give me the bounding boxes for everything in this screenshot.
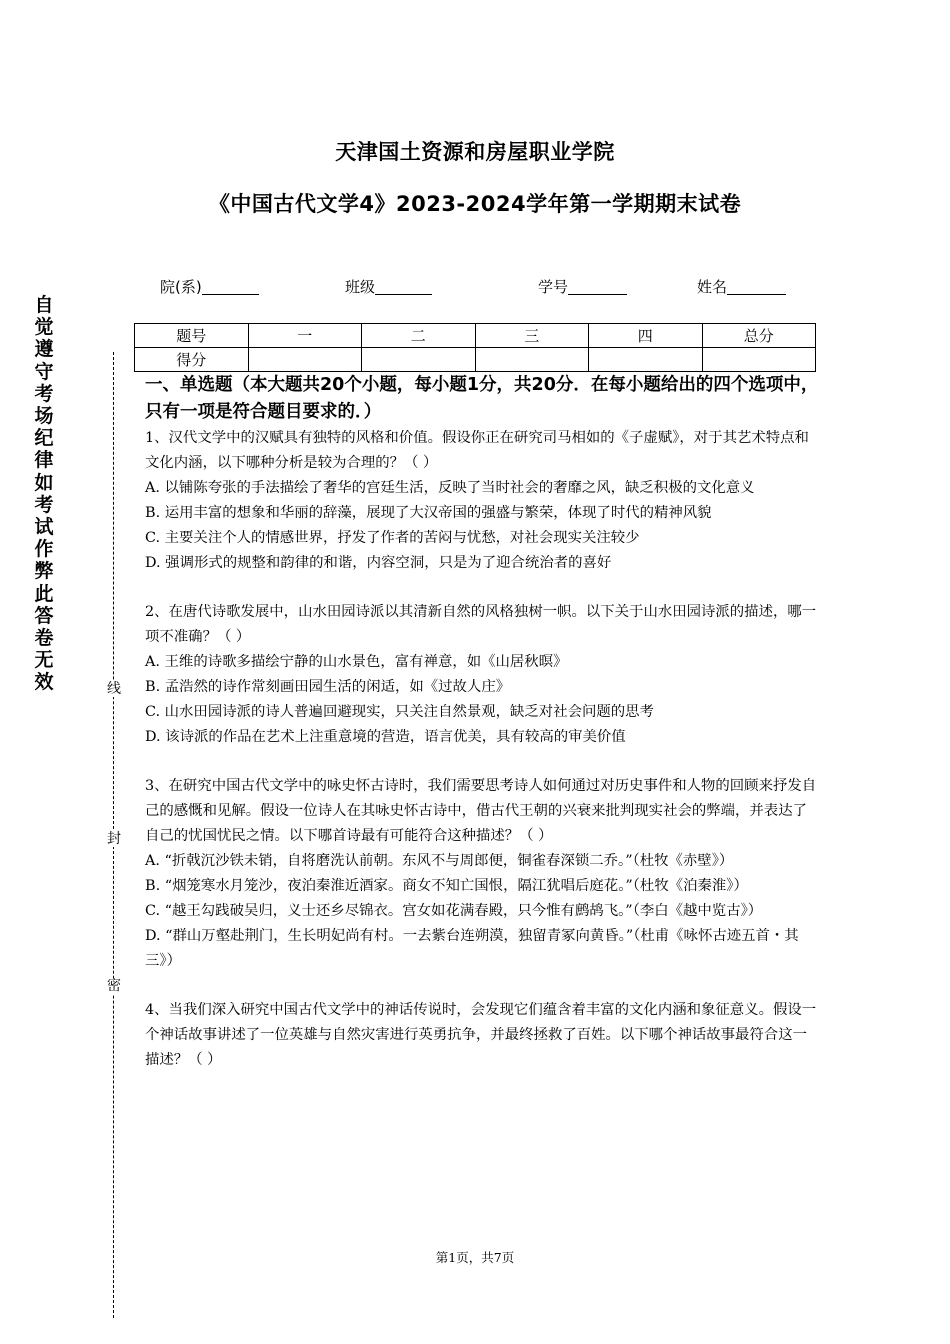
questions [145,426,821,1073]
option-d[interactable]: D. “群山万壑赴荆门，生长明妃尚有村。一去紫台连朔漠，独留青冢向黄昏。”（杜甫《咏怀古迹五首・其三》） [145,928,799,969]
department-blank[interactable] [202,278,259,295]
score-cell[interactable] [475,348,589,372]
option-d[interactable]: D. 强调形式的规整和韵律的和谐，内容空洞，只是为了迎合统治者的喜好 [145,555,612,571]
question-stem: 1、汉代文学中的汉赋具有独特的风格和价值。假设你正在研究司马相如的《子虚赋》，对于其艺术特点和文化内涵，以下哪种分析是较为合理的？（ ） [145,430,809,471]
exam-title: 《中国古代文学4》2023-2024学年第一学期期末试卷 [208,192,742,216]
question-stem: 2、在唐代诗歌发展中，山水田园诗派以其清新自然的风格独树一帜。以下关于山水田园诗派的描述，哪一项不准确？（ ） [145,604,817,645]
score-header-cell: 题号 [135,324,249,348]
student-id-blank[interactable] [568,278,627,295]
score-header-cell: 四 [589,324,703,348]
option-a[interactable]: A. 王维的诗歌多描绘宁静的山水景色，富有禅意，如《山居秋暝》 [145,654,568,670]
option-c[interactable]: C. “越王勾践破吴归，义士还乡尽锦衣。宫女如花满春殿，只今惟有鹧鸪飞。”（李白《越中览古》） [145,903,763,919]
score-cell[interactable] [702,348,816,372]
score-header-cell: 二 [362,324,476,348]
question-4 [145,998,821,1073]
school-title: 天津国土资源和房屋职业学院 [335,140,615,164]
option-b[interactable]: B. 运用丰富的想象和华丽的辞藻，展现了大汉帝国的强盛与繁荣，体现了时代的精神风貌 [145,505,712,521]
score-row-label: 得分 [135,348,249,372]
question-stem: 4、当我们深入研究中国古代文学中的神话传说时，会发现它们蕴含着丰富的文化内涵和象征意义。假设一个神话故事讲述了一位英雄与自然灾害进行英勇抗争，并最终拯救了百姓。以下哪个神话故事最符合这一描述？（ ） [145,1002,817,1068]
score-cell[interactable] [248,348,362,372]
score-cell[interactable] [362,348,476,372]
page-footer: 第1页，共7页 [435,1250,515,1265]
score-header-cell: 总分 [702,324,816,348]
exam-discipline-notice: 自觉遵守考场纪律如考试作弊此答卷无效 [34,294,54,694]
student-id-field: 学号 [538,276,627,297]
score-header-cell: 一 [248,324,362,348]
option-a[interactable]: A. “折戟沉沙铁未销，自将磨洗认前朝。东风不与周郎便，铜雀春深锁二乔。”（杜牧《赤壁》） [145,853,734,869]
name-blank[interactable] [727,278,786,295]
score-table [134,323,816,372]
binding-mark-seal: 封 [107,831,121,847]
binding-mark-line: 线 [107,681,121,697]
option-b[interactable]: B. 孟浩然的诗作常刻画田园生活的闲适，如《过故人庄》 [145,679,511,695]
score-header-cell: 三 [475,324,589,348]
section-title: 一、单选题（本大题共20个小题，每小题1分，共20分．在每小题给出的四个选项中，只有一项是符合题目要求的．） [145,375,819,422]
name-field: 姓名 [697,276,786,297]
question-2 [145,600,821,750]
option-c[interactable]: C. 山水田园诗派的诗人普遍回避现实，只关注自然景观，缺乏对社会问题的思考 [145,704,654,720]
score-table-score-row [135,348,816,372]
question-1 [145,426,821,576]
binding-mark-sealed: 密 [107,978,121,994]
department-field: 院(系) [160,276,259,297]
option-a[interactable]: A. 以铺陈夸张的手法描绘了奢华的宫廷生活，反映了当时社会的奢靡之风，缺乏积极的文化意义 [145,480,755,496]
score-table-header-row [135,324,816,348]
question-stem: 3、在研究中国古代文学中的咏史怀古诗时，我们需要思考诗人如何通过对历史事件和人物的回顾来抒发自己的感慨和见解。假设一位诗人在其咏史怀古诗中，借古代王朝的兴衰来批判现实社会的弊端，并表达了自己的忧国忧民之情。以下哪首诗最有可能符合这种描述？（ ） [145,778,817,844]
option-c[interactable]: C. 主要关注个人的情感世界，抒发了作者的苦闷与忧愁，对社会现实关注较少 [145,530,640,546]
option-d[interactable]: D. 该诗派的作品在艺术上注重意境的营造，语言优美，具有较高的审美价值 [145,729,626,745]
question-3 [145,774,821,974]
score-cell[interactable] [589,348,703,372]
class-blank[interactable] [375,278,432,295]
option-b[interactable]: B. “烟笼寒水月笼沙，夜泊秦淮近酒家。商女不知亡国恨，隔江犹唱后庭花。”（杜牧《泊秦淮》） [145,878,748,894]
class-field: 班级 [345,276,432,297]
